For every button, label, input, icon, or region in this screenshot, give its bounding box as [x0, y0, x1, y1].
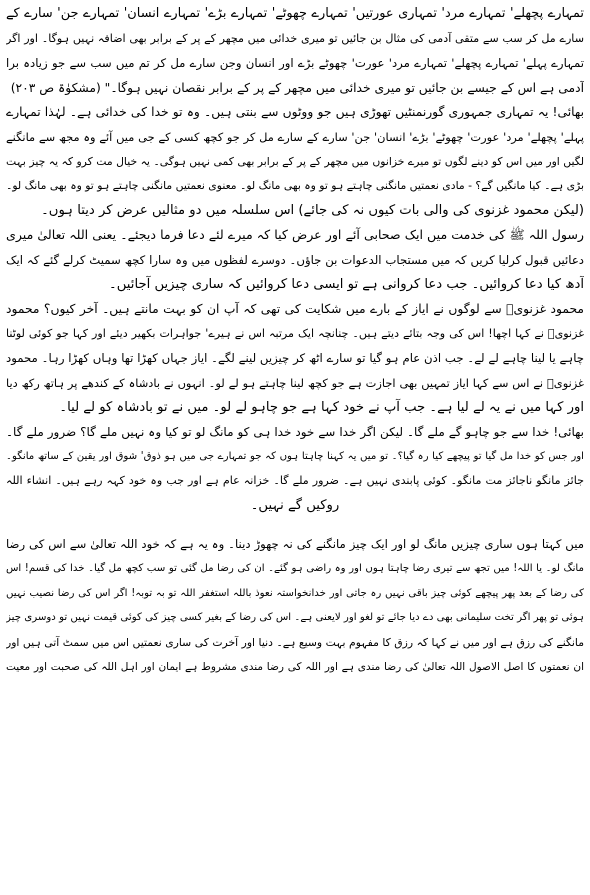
- text-line: بھائی! یہ تمہاری جمہوری گورنمنٹیں تھوڑی ہیں جو ووٹوں سے بنتی ہیں۔ وہ تو خدا کی خدائی ہے۔ لہٰذا تمہارے: [6, 105, 584, 120]
- paragraph: [6, 100, 584, 223]
- paragraph: [6, 297, 584, 420]
- text-line: اور کہا میں نے یہ لے لیا ہے۔ جب آپ نے خود کہا ہے جو چاہو لے لو۔ میں نے تو بادشاہ کو لے لیا۔: [59, 399, 584, 415]
- text-line: جائز مانگو ناجائز مت مانگو۔ کوئی پابندی نہیں ہے۔ ضرور ملے گا۔ خزانہ عام ہے اور جب وہ خود کہہ رہے ہیں۔ انشاء اللہ: [6, 474, 584, 488]
- text-line: پہلے' پچھلے' مرد' عورت' چھوٹے' بڑے' انسان' جن' سارے کے سارے مل کر جو کچھ کسی کے جی میں آئے وہ مجھ سے مانگنے: [6, 129, 584, 144]
- text-line: غزنویؒ نے کہا اچھا! اس کی وجہ بتائے دیتے ہیں۔ چنانچہ ایک مرتبہ اس نے ہیرے' جواہرات بکھیر دیئے اور کہا جو کوئی لوٹنا: [6, 326, 584, 340]
- text-line: تمہارے پچھلے' تمہارے مرد' تمہاری عورتیں' تمہارے چھوٹے' تمہارے بڑے' تمہارے انسان' تمہارے جن' سارے کے: [6, 6, 584, 21]
- text-line: مانگنے کی رزق ہے اور میں نے کہا کہ رزق کا مفہوم بہت وسیع ہے۔ دنیا اور آخرت کی ساری نعمتیں اس میں سمٹ آتی ہیں اور: [6, 635, 584, 649]
- text-line: سارے مل کر سب سے متقی آدمی کی مثال بن جائیں تو میری خدائی میں مچھر کے پر کے برابر بھی اضافہ نہیں ہوگا۔ اور اگر: [6, 31, 584, 45]
- paragraph: [6, 223, 584, 297]
- paragraph-gap: [6, 518, 584, 532]
- paragraph: [6, 2, 584, 100]
- text-line: ہوئی تو پھر اگر تخت سلیمانی بھی دے دیا جائے تو لغو اور لایعنی ہے۔ اس کی رضا کے بغیر کسی چیز کی کوئی قیمت نہیں تو دوسری چیز: [6, 612, 584, 624]
- text-line: (لیکن محمود غزنوی کی والی بات کیوں نہ کی جائے) اس سلسلہ میں دو مثالیں عرض کر دیتا ہوں۔: [41, 202, 584, 218]
- paragraph: [6, 420, 584, 518]
- text-line: میں کہتا ہوں ساری چیزیں مانگ لو اور ایک چیز مانگنے کی نہ چھوڑ دینا۔ وہ یہ ہے کہ خود اللہ تعالیٰ سے اس کی رضا: [6, 537, 584, 552]
- text-line: روکیں گے نہیں۔: [250, 497, 340, 513]
- paragraph: [6, 532, 584, 680]
- text-line: مانگ لو۔ یا اللہ! میں تجھ سے تیری رضا چاہتا ہوں اور وہ راضی ہو گئے۔ ان کی رضا مل گئی تو سب کچھ مل گیا۔ خدا کی قسم! اس: [6, 563, 584, 575]
- text-line: محمود غزنویؒ سے لوگوں نے ایاز کے بارے میں شکایت کی تھی کہ آپ ان کو بہت مانتے ہیں۔ آخر کیوں؟ محمود: [6, 302, 584, 317]
- text-line: غزنویؒ نے اس سے کہا ایاز تمہیں بھی اجازت ہے جو کچھ لینا چاہتے ہو لے لو۔ انہوں نے بادشاہ کے کندھے پر ہاتھ رکھ دیا: [6, 375, 584, 390]
- text-line: آدمی ہے اس کے جیسے بن جائیں تو میری خدائی میں مچھر کے پر کے برابر نقصان نہیں ہوگا۔" (مشکوٰۃ ص ۲۰۳): [10, 80, 584, 95]
- text-line: تمہارے پہلے' تمہارے پچھلے' تمہارے مرد' عورت' چھوٹے بڑے اور انسان وجن سارے مل کر تم میں سب سے جو زیادہ برا: [6, 56, 584, 71]
- text-line: اور جس کو خدا مل گیا تو پیچھے کیا رہ گیا؟۔ تو میں یہ کہنا چاہتا ہوں کہ جو تمہارے جی میں ہو ذوق' شوق اور یقین کے ساتھ مانگو۔: [6, 450, 584, 462]
- text-line: بھائی! خدا سے جو چاہو گے ملے گا۔ لیکن اگر خدا سے خود خدا ہی کو مانگ لو تو کیا وہ نہیں ملے گا؟ ضرور ملے گا۔: [6, 425, 584, 440]
- text-line: رسول اللہ ﷺ کی خدمت میں ایک صحابی آئے اور عرض کیا کہ میرے لئے دعا فرما دیجئے۔ یعنی اللہ تعالیٰ میری: [6, 227, 584, 243]
- text-line: بڑی ہے۔ کیا مانگیں گے؟ - مادی نعمتیں مانگنی چاہتے ہو تو وہ بھی مانگ لو۔ معنوی نعمتیں مانگنی چاہتے ہو تو وہ بھی مانگ لو۔: [6, 179, 584, 193]
- text-line: چاہے یا لینا چاہے لے لے۔ جب اذن عام ہو گیا تو سارے اٹھ کر چیزیں لینے لگے۔ ایاز جہاں کھڑا تھا وہاں کھڑا رہا۔ محمود: [6, 351, 584, 366]
- text-line: لگیں اور میں اس کو دینے لگوں تو میرے خزانوں میں مچھر کے پر کے برابر بھی کمی نہیں ہوگی۔ یہ خیال مت کرو کہ یہ چیز بہت: [6, 154, 584, 168]
- text-line: کی رضا کے بعد پھر پیچھے کوئی چیز باقی نہیں رہ جاتی اور خدانخواستہ نعوذ باللہ استغفر اللہ تو بہ توبہ! اگر اس کی رضا نصیب نہیں: [6, 587, 584, 599]
- text-line: آدھ کیا دعا کروائیں۔ جب دعا کروانی ہے تو ایسی دعا کروائیں کہ ساری چیزیں آجائیں۔: [109, 276, 584, 292]
- text-line: ان نعمتوں کا اصل الاصول اللہ تعالیٰ کی رضا مندی ہے اور اللہ کی رضا مندی مشروط ہے ایمان اور اہل اللہ کی صحبت اور معیت: [6, 661, 584, 674]
- text-line: دعائیں قبول کرلیا کریں کہ میں مستجاب الدعوات بن جاؤں۔ دوسرے لفظوں میں وہ سارا کچھ سمیٹ کرلے گئے کہ ایک: [6, 252, 584, 267]
